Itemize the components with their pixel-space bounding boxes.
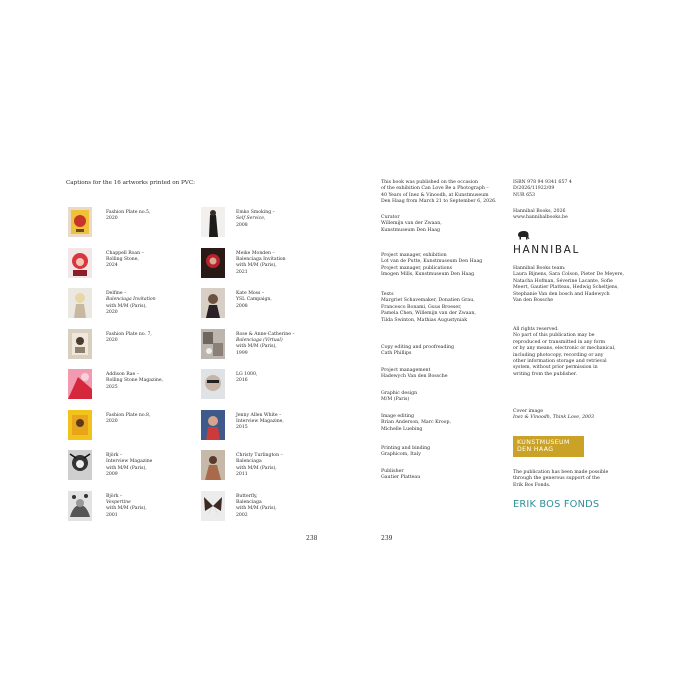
artwork-thumbnail <box>68 207 92 237</box>
artwork-caption: Butterfly, Balenciaga with M/M (Paris), 2002 <box>236 493 277 518</box>
artwork-caption: Emko Smoking – Self Service, 2008 <box>236 210 275 228</box>
credit-block: Curator Willemijn van der Zwaan, Kunstmuseum Den Haag <box>381 215 442 233</box>
artwork-thumbnail <box>68 450 92 480</box>
artwork-caption: Björk – Interview Magazine with M/M (Paris), 2009 <box>106 453 153 478</box>
artwork-caption: Fashion Plate no. 7, 2020 <box>106 331 152 343</box>
erik-bos-fonds-logo: ERIK BOS FONDS <box>513 499 600 510</box>
credit-block: Printing and binding Graphicom, Italy <box>381 446 431 458</box>
artwork-thumbnail <box>201 329 225 359</box>
artwork-thumbnail <box>201 450 225 480</box>
artwork-thumbnail <box>68 410 92 440</box>
credit-block: Project management Hadewych Van den Bossche <box>381 368 448 380</box>
credit-block: Texts Margriet Schavemaker, Donatien Grau, Francesco Bonami, Guus Broeser, Pamela Chen, Willemijn van der Zwaan, Tilda Swinton, Mathias Augustyniak <box>381 292 476 323</box>
hannibal-info: Hannibal Books, 2026 www.hannibalbooks.be <box>513 209 568 221</box>
credit-block: Copy editing and proofreading Cath Phillips <box>381 345 454 357</box>
artwork-caption: Fashion Plate no.5, 2020 <box>106 210 151 222</box>
credit-block: Project manager, exhibition Lot van de Putte, Kunstmuseum Den Haag <box>381 253 483 265</box>
artwork-caption: Addison Rae – Rolling Stone Magazine, 2025 <box>106 372 164 390</box>
support-text: The publication has been made possible through the generous support of the Erik Bos Fonds. <box>513 470 609 488</box>
credit-block: Project manager, publications Imogen Mills, Kunstmuseum Den Haag <box>381 266 475 278</box>
elephant-icon <box>516 230 530 240</box>
artwork-caption: Jenny Allen White – Interview Magazine, 2015 <box>236 412 284 431</box>
artwork-thumbnail <box>201 491 225 521</box>
intro-text: This book was published on the occasion of the exhibition Can Love Be a Photograph – 40 Years of Inez & Vinoodh, at Kunstmuseum Den Haag from March 21 to September 6, 2026. <box>381 180 497 205</box>
artwork-caption: Kate Moss – YSL Campaign, 2008 <box>236 291 272 309</box>
artwork-thumbnail <box>68 329 92 359</box>
artwork-caption: Delfine – Balenciaga Invitation with M/M (Paris), 2020 <box>106 291 156 316</box>
artwork-caption: Chappell Roan – Rolling Stone, 2024 <box>106 250 144 269</box>
artwork-caption: Fashion Plate no.8, 2020 <box>106 412 151 424</box>
artwork-thumbnail <box>201 207 225 237</box>
isbn-block: ISBN 978 94 9341 657 4 D/2026/11922/09 NUR 653 <box>513 180 572 198</box>
artwork-caption: Björk – Vespertine with M/M (Paris), 2001 <box>106 493 147 518</box>
artwork-caption: Rose & Anne-Catherine – Balenciaga (Virtual) with M/M (Paris), 1999 <box>236 331 295 356</box>
page-number-left: 238 <box>306 535 318 542</box>
artwork-caption: LG 1000, 2016 <box>236 372 258 384</box>
credit-block: Publisher Gautier Platteau <box>381 469 421 481</box>
credit-block: Image editing Brian Anderson, Marc Kroop, Michelle Luebing <box>381 414 451 432</box>
artwork-thumbnail <box>68 248 92 278</box>
artwork-thumbnail <box>68 369 92 399</box>
artwork-thumbnail <box>68 491 92 521</box>
hannibal-logo: HANNIBAL <box>513 244 580 256</box>
captions-heading: Captions for the 16 artworks printed on PVC: <box>66 180 195 186</box>
artwork-thumbnail <box>68 288 92 318</box>
artwork-caption: Meike Monden – Balenciaga Invitation with M/M (Paris), 2021 <box>236 250 286 275</box>
artwork-thumbnail <box>201 410 225 440</box>
page-number-right: 239 <box>381 535 393 542</box>
artwork-thumbnail <box>201 369 225 399</box>
cover-image-credit: Cover image Inez & Vinoodh, Think Love, 2003 <box>513 409 594 421</box>
rights-notice: All rights reserved. No part of this publication may be reproduced or transmitted in any form or by any means, electronic or mechanical, including photocopy, recording or any other information storage and retrieval system, without prior permission in writing from the publisher. <box>513 327 616 377</box>
artwork-caption: Christy Turlington – Balenciaga with M/M (Paris), 2011 <box>236 453 283 478</box>
kunstmuseum-logo: KUNSTMUSEUM DEN HAAG <box>513 436 584 457</box>
hannibal-team: Hannibal Books team: Laura Bijnens, Sara Colson, Pieter De Meyere, Natacha Hofman, Séverine Lacante, Sofie Meert, Gautier Platteau, Hedwig Scheltjens, Stephanie Van den bosch and Hadewych Van den Bossche <box>513 266 625 304</box>
artwork-thumbnail <box>201 288 225 318</box>
artwork-thumbnail <box>201 248 225 278</box>
credit-block: Graphic design M/M (Paris) <box>381 391 418 403</box>
